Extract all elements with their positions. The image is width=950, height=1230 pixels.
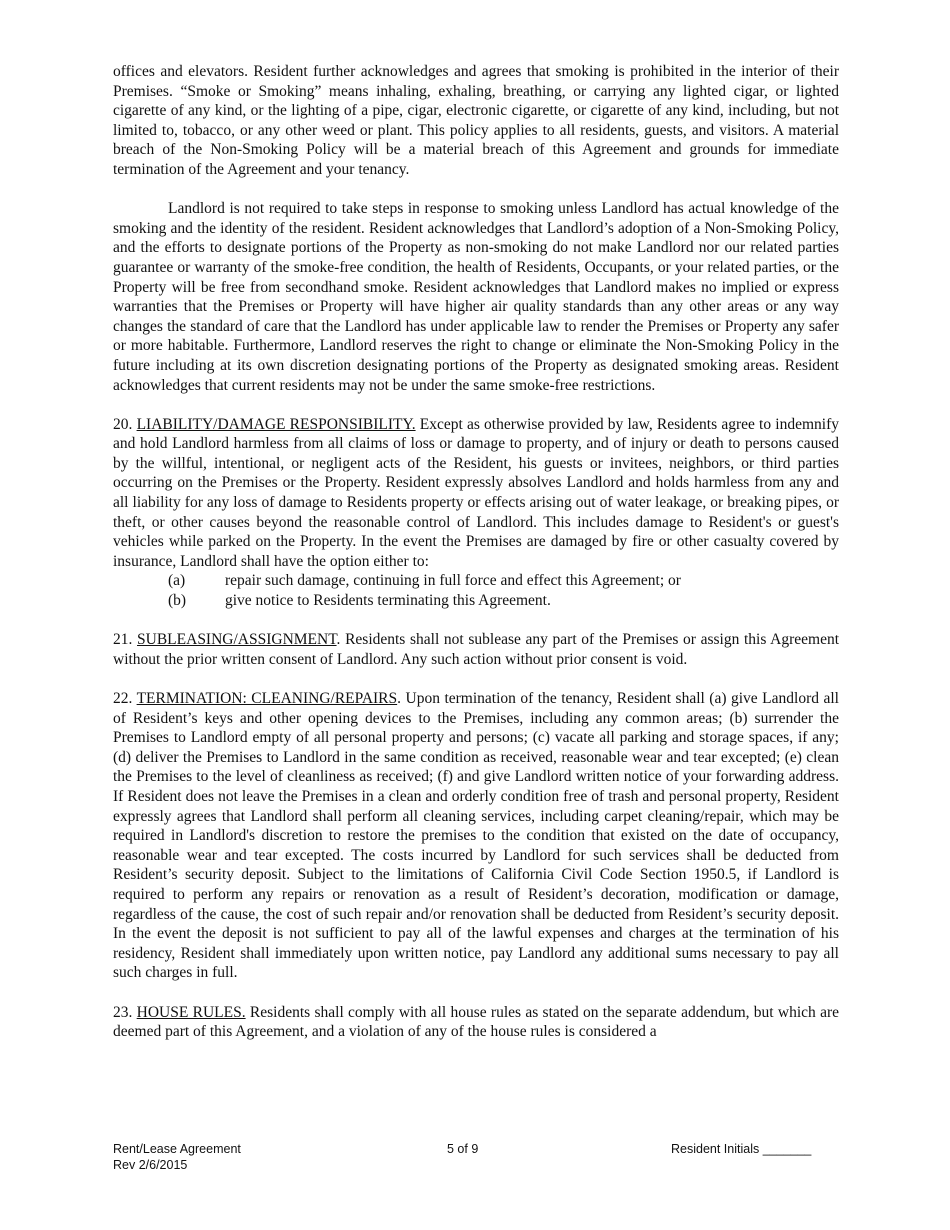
section-20	[113, 415, 839, 572]
section-number: 23.	[113, 1003, 137, 1021]
section-text: Except as otherwise provided by law, Residents agree to indemnify and hold Landlord harmless from all claims of loss or damage to property, and of injury or death to persons caused by the willful, intentional, or negligent acts of the Resident, his guests or invitees, neighbors, or third parties occurring on the Premises or the Property. Resident expressly absolves Landlord and holds harmless from any and all liability for any loss of damage to Residents property or effects arising out of water leakage, or breaking pipes, or theft, or other causes beyond the reasonable control of Landlord. This includes damage to Resident's or guest's vehicles while parked on the Property. In the event the Premises are damaged by fire or other casualty covered by insurance, Landlord shall have the option either to:	[113, 415, 839, 570]
footer-resident-initials: Resident Initials _______	[671, 1142, 812, 1156]
list-item	[113, 591, 839, 611]
section-number: 20.	[113, 415, 137, 433]
section-text: . Residents shall not sublease any part of the Premises or assign this Agreement without the prior written consent of Landlord. Any such action without prior consent is void.	[113, 631, 840, 668]
list-item-text: repair such damage, continuing in full force and effect this Agreement; or	[225, 572, 681, 590]
section-number: 21.	[113, 631, 138, 649]
section-21	[113, 630, 839, 669]
paragraph-landlord-smoking: Landlord is not required to take steps in response to smoking unless Landlord has actual knowledge of the smoking and the identity of the resident. Resident acknowledges that Landlord’s adoption of a Non-Smoking Policy, and the efforts to designate portions of the Property as non-smoking do not make Landlord nor our related parties guarantee or warranty of the smoke-free condition, the health of Residents, Occupants, or your related parties, or the Property will be free from secondhand smoke. Resident acknowledges that Landlord makes no implied or express warranties that the Premises or Property will have higher air quality standards than any other areas or any way changes the standard of care that the Landlord has under applicable law to render the Premises or Property any safer or more habitable. Furthermore, Landlord reserves the right to change or eliminate the Non-Smoking Policy in the future including at its own discretion designating portions of the Property as designated smoking areas. Resident acknowledges that current residents may not be under the same smoke-free restrictions.	[113, 200, 839, 394]
section-22	[113, 689, 839, 983]
list-item-text: give notice to Residents terminating this Agreement.	[225, 592, 551, 610]
footer-revision: Rev 2/6/2015	[113, 1158, 188, 1172]
section-text: Residents shall comply with all house rules as stated on the separate addendum, but which are deemed part of this Agreement, and a violation of any of the house rules is considered a	[113, 1003, 840, 1041]
list-item-label: (b)	[168, 592, 187, 610]
section-23	[113, 1003, 839, 1042]
section-text: . Upon termination of the tenancy, Resident shall (a) give Landlord all of Resident’s keys and other opening devices to the Premises, including any common areas; (b) surrender the Premises to Landlord empty of all personal property and persons; (c) vacate all parking and storage spaces, if any; (d) deliver the Premises to Landlord in the same condition as received, reasonable wear and tear excepted; (e) clean the Premises to the level of cleanliness as received; (f) and give Landlord written notice of your forwarding address. If Resident does not leave the Premises in a clean and orderly condition free of trash and personal property, Resident expressly agrees that Landlord shall perform all cleaning services, including carpet cleaning/repair, which may be required in Landlord's discretion to restore the premises to the condition that existed on the date of occupancy, reasonable wear and tear excepted. The costs incurred by Landlord for such services shall be deducted from Resident’s security deposit. Subject to the limitations of California Civil Code Section 1950.5, if Landlord is required to perform any repairs or renovation as a result of Resident’s decoration, modification or damage, regardless of the cause, the cost of such repair and/or renovation shall be deducted from Resident’s security deposit. In the event the deposit is not sufficient to pay all of the lawful expenses and charges at the termination of his residency, Resident shall immediately upon written notice, pay Landlord any additional sums necessary to pay all such charges in full.	[113, 690, 839, 982]
section-heading: HOUSE RULES.	[136, 1003, 246, 1021]
section-number: 22.	[113, 690, 137, 707]
section-heading: LIABILITY/DAMAGE RESPONSIBILITY.	[136, 415, 416, 433]
section-heading: TERMINATION: CLEANING/REPAIRS	[136, 690, 398, 707]
document-body	[113, 62, 839, 1042]
section-heading: SUBLEASING/ASSIGNMENT	[137, 631, 337, 649]
paragraph-smoking-policy: offices and elevators. Resident further acknowledges and agrees that smoking is prohibited in the interior of their Premises. “Smoke or Smoking” means inhaling, exhaling, breathing, or carrying any lighted cigar, or lighted cigarette of any kind, or the lighting of a pipe, cigar, electronic cigarette, or cigarette of any kind, including, but not limited to, tobacco, or any other weed or plant. This policy applies to all residents, guests, and visitors. A material breach of the Non-Smoking Policy will be a material breach of this Agreement and grounds for immediate termination of the Agreement and your tenancy.	[113, 63, 839, 178]
list-item-label: (a)	[168, 572, 186, 590]
list-item	[113, 571, 839, 591]
footer-doc-title: Rent/Lease Agreement	[113, 1142, 241, 1156]
footer-page-number: 5 of 9	[447, 1142, 479, 1156]
footer-left	[113, 1141, 241, 1173]
